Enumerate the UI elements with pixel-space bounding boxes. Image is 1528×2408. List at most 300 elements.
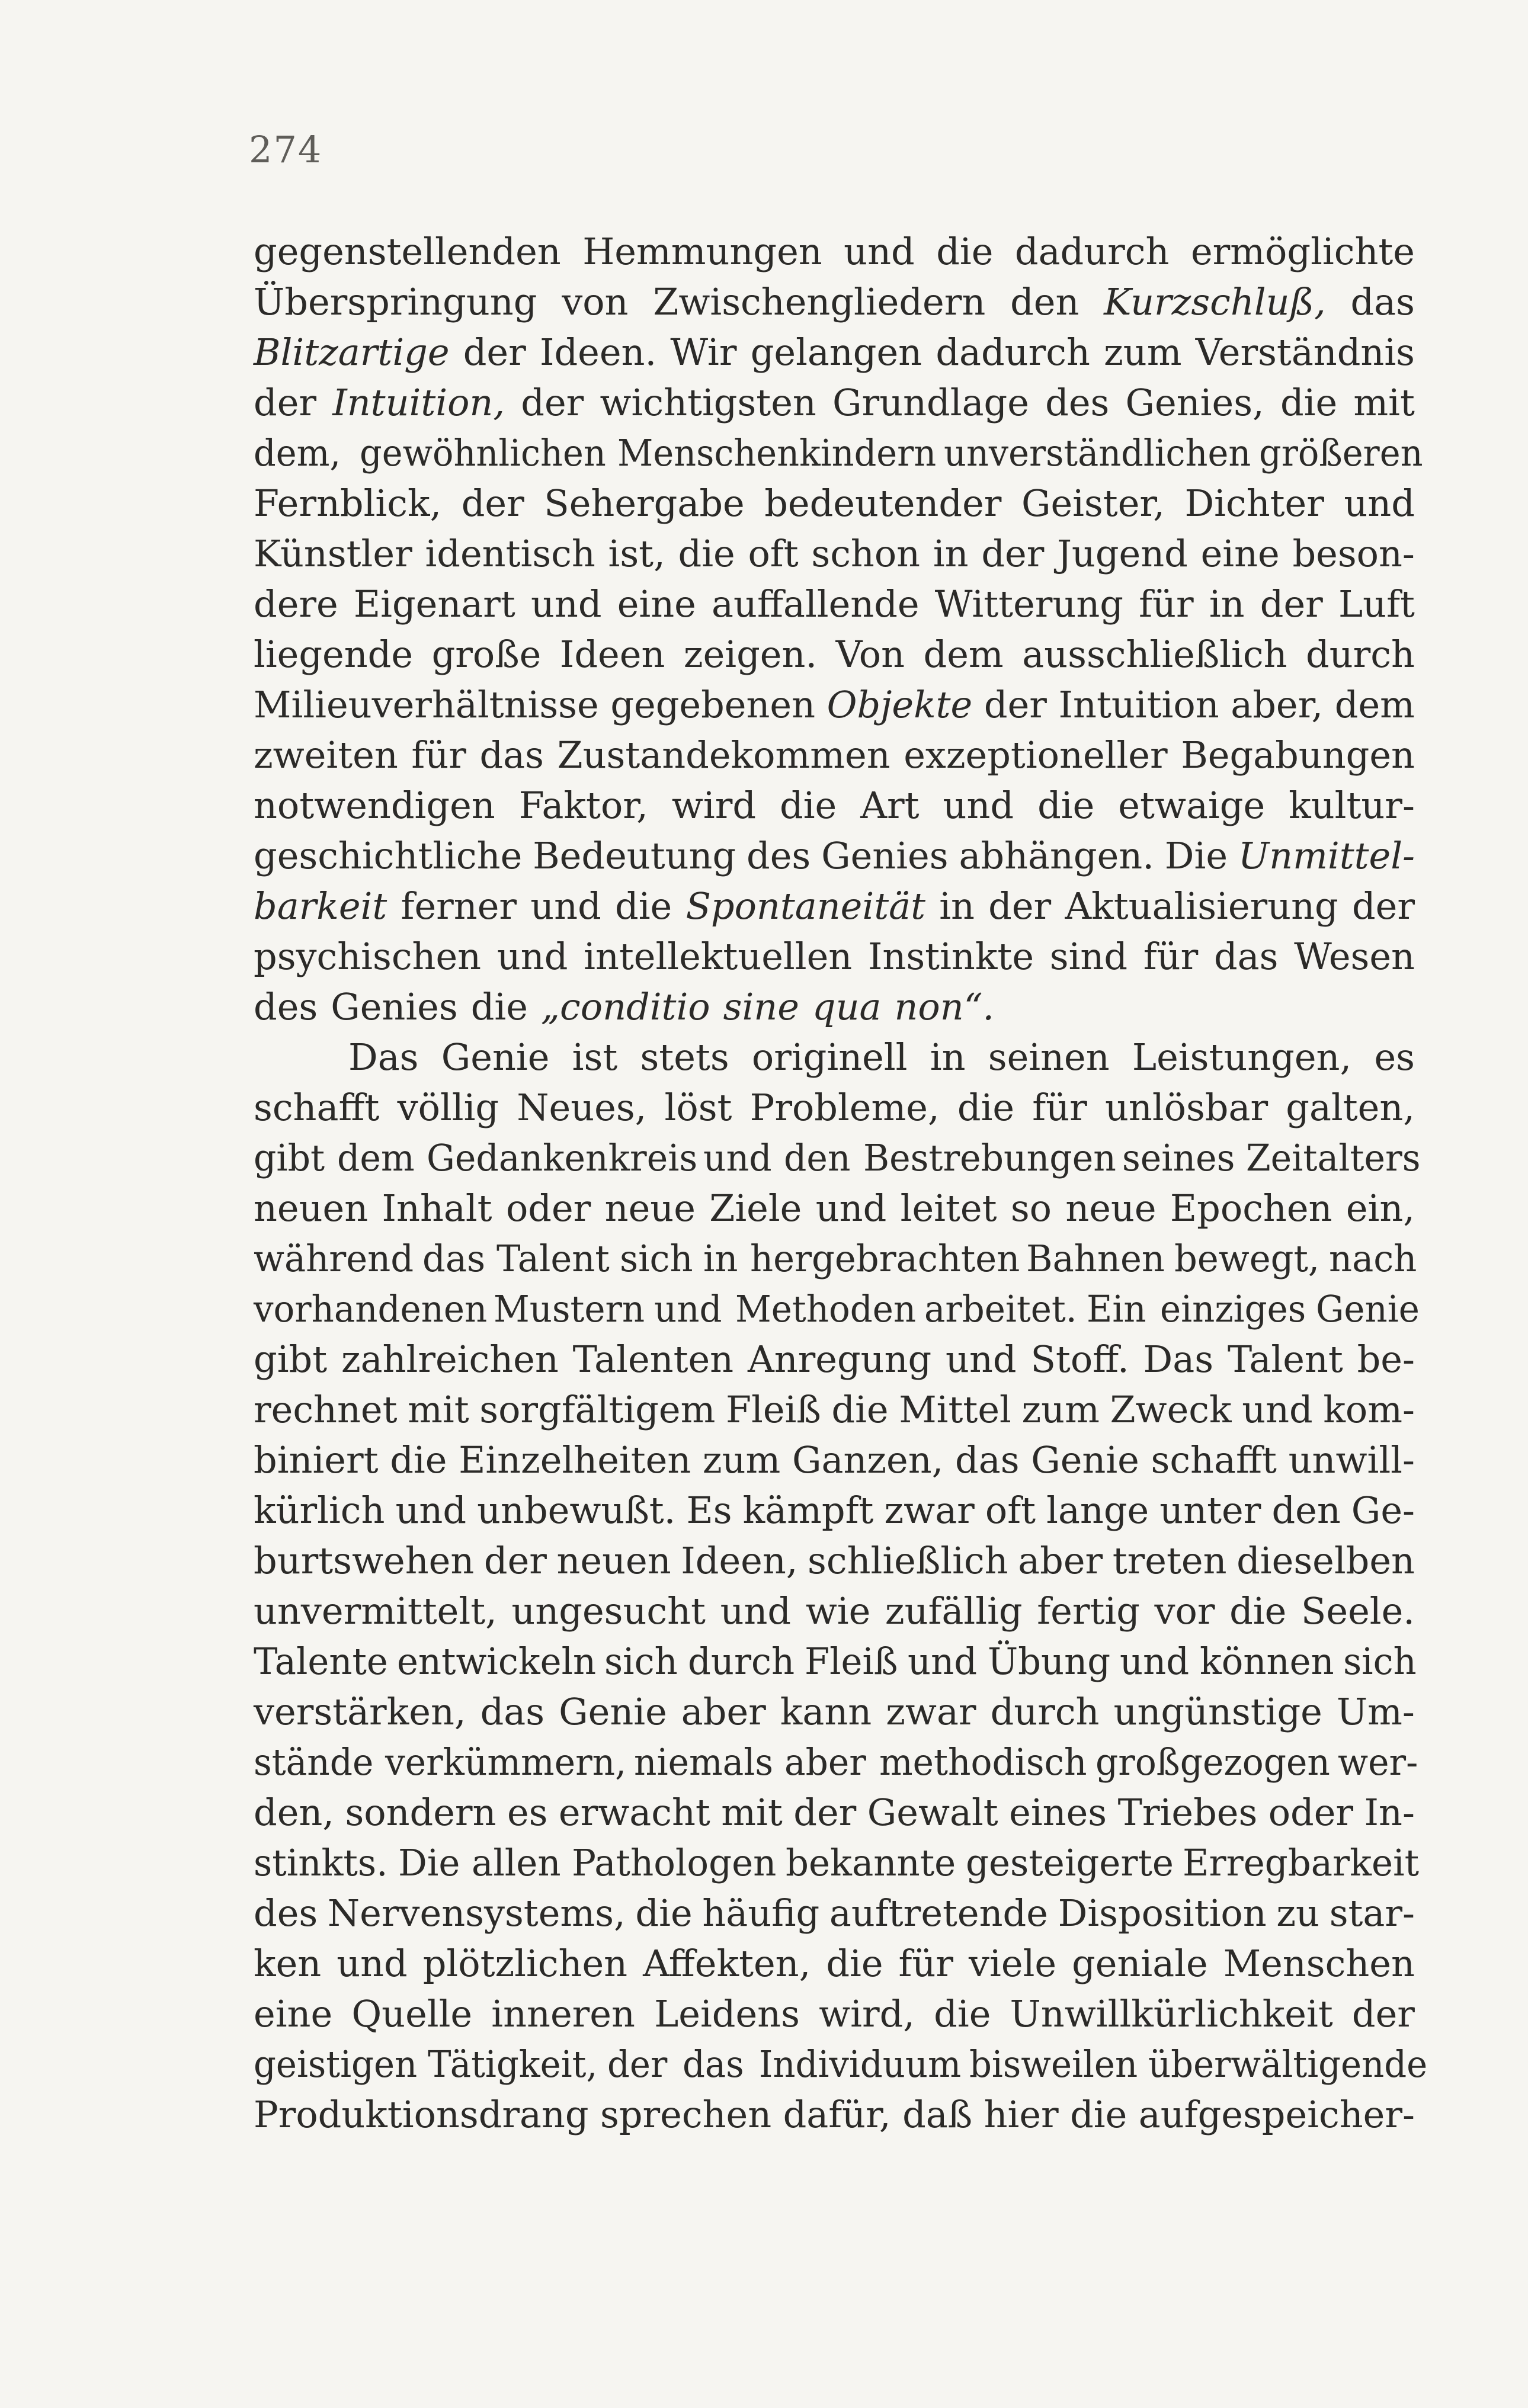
word: Blitzartige [254, 331, 450, 374]
word: oft [748, 532, 799, 575]
word: des [254, 1891, 318, 1935]
word: fertig [1037, 1589, 1140, 1633]
word: identisch [425, 532, 595, 575]
word: dem [923, 633, 1004, 676]
text-line [254, 730, 1415, 780]
word: Von [835, 633, 905, 676]
word: Künstler [254, 532, 412, 575]
word: exzeptioneller [904, 733, 1168, 777]
word: dem, [254, 431, 341, 474]
word: gibt [254, 1338, 328, 1381]
word: dadurch [1014, 230, 1170, 273]
word: der [607, 2043, 668, 2086]
text-line [254, 1636, 1415, 1686]
word: und [815, 1187, 887, 1230]
word: „conditio [540, 985, 710, 1028]
word: und [530, 582, 602, 626]
word: Ein [1087, 1287, 1146, 1330]
word: wichtigsten [600, 381, 816, 424]
word: unter [1159, 1489, 1261, 1532]
word: die [831, 1388, 889, 1431]
word: sine [723, 985, 799, 1028]
word: durch [687, 1640, 795, 1683]
word: treten [1112, 1539, 1227, 1582]
word: Fernblick, [254, 482, 442, 525]
word: methodisch [879, 1740, 1087, 1784]
word: auffallende [712, 582, 920, 626]
word: zufällig [885, 1589, 1023, 1633]
word: Luft [1338, 582, 1415, 626]
word: seines [1122, 1136, 1235, 1179]
text-line [254, 1435, 1415, 1485]
word: hier [984, 2093, 1059, 2136]
word: erwacht [558, 1791, 710, 1834]
word: Bedeutung [533, 834, 736, 877]
word: aber [784, 1740, 866, 1784]
word: der [1260, 582, 1323, 626]
word: Wesen [1294, 935, 1415, 978]
word: so [1010, 1187, 1052, 1230]
word: unverständlichen [944, 431, 1251, 474]
word: schafft [254, 1086, 380, 1129]
word: den [1271, 1489, 1341, 1532]
word: sich [1343, 1640, 1417, 1683]
text-line [254, 1233, 1415, 1284]
word: und [844, 230, 915, 273]
word: Überspringung [254, 280, 537, 323]
word: unbewußt. [477, 1489, 676, 1532]
word: Menschenkindern [617, 431, 937, 474]
word: Intuition [1058, 683, 1219, 726]
word: Talent [496, 1237, 610, 1280]
word: die [826, 1942, 883, 1985]
word: verstärken, [254, 1690, 466, 1733]
word: Objekte [827, 683, 973, 726]
word: aber [681, 1690, 766, 1733]
word: der [461, 482, 524, 525]
word: Talenten [572, 1338, 734, 1381]
word: und [907, 1640, 978, 1683]
word: der [988, 884, 1052, 928]
word: und [654, 1287, 722, 1330]
paragraph [254, 1032, 1427, 2140]
word: Ideen [559, 633, 665, 676]
word: geschichtliche [254, 834, 523, 877]
word: Genies, [1125, 381, 1264, 424]
word: Methoden [735, 1287, 916, 1330]
page-number: 274 [249, 128, 323, 171]
text-line [254, 1838, 1419, 1888]
text-line [254, 1535, 1415, 1586]
text-line [254, 1284, 1420, 1334]
word: Dichter [1184, 482, 1324, 525]
word: Eigenart [353, 582, 515, 626]
word: Übung [987, 1640, 1110, 1683]
word: Die [398, 1841, 460, 1884]
word: die [1229, 1589, 1287, 1633]
word: stets [640, 1035, 729, 1079]
text-line [254, 1183, 1415, 1233]
word: aufgespeicher- [1138, 2093, 1415, 2136]
word: kom- [1323, 1388, 1415, 1431]
word: Genie [1031, 1438, 1139, 1482]
word: Triebes [1117, 1791, 1258, 1834]
text-line [254, 1989, 1415, 2039]
word: ist [572, 1035, 618, 1079]
word: die [635, 1891, 693, 1935]
word: zahlreichen [341, 1338, 559, 1381]
word: zwar [884, 1489, 975, 1532]
word: kann [780, 1690, 872, 1733]
word: kämpft [742, 1489, 874, 1532]
word: qua [812, 985, 882, 1028]
word: den [784, 1136, 851, 1179]
word: Quelle [351, 1992, 473, 2035]
word: sind [1049, 935, 1128, 978]
word: Jugend [1057, 532, 1188, 575]
word: entwickeln [397, 1640, 597, 1683]
word: der [981, 532, 1045, 575]
word: die [470, 985, 528, 1028]
word: löst [664, 1086, 732, 1129]
word: Witterung [934, 582, 1123, 626]
word: großgezogen [1095, 1740, 1330, 1784]
word: Das [1143, 1338, 1214, 1381]
word: rechnet [254, 1388, 398, 1431]
word: mit [721, 1791, 783, 1834]
word: bekannte [786, 1841, 956, 1884]
word: überwältigende [1148, 2043, 1427, 2086]
word: Probleme, [749, 1086, 940, 1129]
word: ein, [1346, 1187, 1415, 1230]
word: gewöhnlichen [360, 431, 607, 474]
word: ungesucht [511, 1589, 706, 1633]
word: den [1010, 280, 1079, 323]
word: neue [604, 1187, 696, 1230]
word: Um- [1336, 1690, 1415, 1733]
word: unlösbar [1104, 1086, 1268, 1129]
text-line [254, 831, 1415, 881]
word: Mustern [493, 1287, 645, 1330]
word: und [530, 884, 601, 928]
word: sorgfältigem [479, 1388, 716, 1431]
word: zweiten [254, 733, 398, 777]
word: die [780, 784, 837, 827]
word: hergebrachten [749, 1237, 1020, 1280]
word: in [933, 532, 969, 575]
word: unvermittelt, [254, 1589, 497, 1633]
word: und [943, 784, 1014, 827]
word: durch [1306, 633, 1415, 676]
word: in [1209, 582, 1245, 626]
word: den, [254, 1791, 335, 1834]
word: das [479, 733, 544, 777]
text-line [254, 1334, 1415, 1384]
body-text [254, 226, 1427, 2140]
word: Milieuverhältnisse [254, 683, 599, 726]
word: der [1351, 1992, 1415, 2035]
word: Die [1164, 834, 1228, 877]
word: inneren [491, 1992, 635, 2035]
text-line [254, 931, 1415, 982]
text-line [254, 2039, 1427, 2089]
text-line [254, 579, 1415, 629]
word: neue [1065, 1187, 1157, 1230]
word: eine [1200, 532, 1280, 575]
word: die [678, 532, 735, 575]
word: etwaige [1118, 784, 1266, 827]
word: aber [1018, 1539, 1103, 1582]
text-line [254, 1737, 1418, 1787]
word: wird [671, 784, 757, 827]
word: der [521, 381, 584, 424]
word: die [1037, 784, 1095, 827]
word: Geister, [1021, 482, 1165, 525]
word: und [1119, 1640, 1189, 1683]
text-line [254, 1133, 1421, 1183]
word: des [1045, 381, 1110, 424]
word: schon [811, 532, 921, 575]
word: das [480, 1690, 545, 1733]
word: des [747, 834, 811, 877]
word: es [507, 1791, 548, 1834]
word: star- [1329, 1891, 1415, 1935]
text-line [254, 1082, 1415, 1133]
word: es [1374, 1035, 1415, 1079]
word: psychischen [254, 935, 482, 978]
word: eines [1009, 1791, 1107, 1834]
word: Menschen [1223, 1942, 1415, 1985]
word: und [395, 1489, 467, 1532]
word: die [936, 230, 994, 273]
word: unwill- [1288, 1438, 1415, 1482]
word: Produktionsdrang [254, 2093, 589, 2136]
word: dere [254, 582, 338, 626]
word: und [703, 1136, 772, 1179]
word: vorhandenen [254, 1287, 488, 1330]
text-line [254, 377, 1415, 428]
word: Seele. [1300, 1589, 1415, 1633]
paragraph [254, 226, 1423, 1032]
word: Aktualisierung [1065, 884, 1338, 928]
word: Zeitalters [1246, 1136, 1421, 1179]
text-line [254, 2089, 1415, 2140]
word: geistigen [254, 2043, 418, 2086]
word: sprechen [600, 2093, 772, 2136]
word: in [939, 884, 975, 928]
word: Epochen [1170, 1187, 1332, 1230]
word: Spontaneität [685, 884, 925, 928]
word: häufig [702, 1891, 820, 1935]
word: der [463, 331, 526, 374]
word: Fleiß [804, 1640, 898, 1683]
word: burtswehen [254, 1539, 475, 1582]
word: auftretende [829, 1891, 1048, 1935]
word: der [1351, 884, 1415, 928]
word: Gedankenkreis [426, 1136, 698, 1179]
word: niemals [633, 1740, 773, 1784]
word: für [1143, 935, 1199, 978]
word: intellektuellen [584, 935, 853, 978]
word: Art [860, 784, 920, 827]
word: verkümmern, [385, 1740, 627, 1784]
word: Hemmungen [582, 230, 822, 273]
word: Genie [559, 1690, 667, 1733]
word: mit [408, 1388, 469, 1431]
word: Faktor, [518, 784, 648, 827]
word: Zweck [1110, 1388, 1232, 1431]
word: Ganzen, [792, 1438, 944, 1482]
text-line [254, 277, 1415, 327]
word: gelangen [750, 331, 922, 374]
word: ungünstige [1113, 1690, 1322, 1733]
word: das [682, 2043, 744, 2086]
word: allen [471, 1841, 561, 1884]
word: Erregbarkeit [1182, 1841, 1419, 1884]
word: für [411, 733, 466, 777]
word: Anregung [747, 1338, 932, 1381]
word: Affekten, [643, 1942, 811, 1985]
word: viele [969, 1942, 1057, 1985]
word: plötzlichen [422, 1942, 628, 1985]
word: Disposition [1058, 1891, 1267, 1935]
word: aber, [1231, 683, 1324, 726]
word: oder [1268, 1791, 1354, 1834]
text-line [254, 679, 1415, 730]
word: größeren [1259, 431, 1423, 474]
word: Unmittel- [1238, 834, 1415, 877]
word: des [254, 985, 318, 1028]
text-line [254, 780, 1415, 831]
word: in [930, 1035, 966, 1079]
word: leitet [900, 1187, 997, 1230]
word: ermöglichte [1190, 230, 1415, 273]
word: wird, [819, 1992, 915, 2035]
word: vor [1154, 1589, 1215, 1633]
word: eine [617, 582, 696, 626]
word: die [615, 884, 672, 928]
text-line [254, 528, 1415, 579]
text-line [254, 1787, 1415, 1838]
word: und [720, 1589, 792, 1633]
word: die [1280, 381, 1338, 424]
text-line [254, 1032, 1415, 1082]
word: Genie [1315, 1287, 1420, 1330]
text-line [254, 1384, 1415, 1435]
word: In- [1364, 1791, 1415, 1834]
word: dem [1334, 683, 1415, 726]
word: Stoff. [1030, 1338, 1129, 1381]
word: zeigen. [683, 633, 818, 676]
word: Talente [254, 1640, 388, 1683]
word: Genies [821, 834, 949, 877]
word: Mittel [899, 1388, 1011, 1431]
word: Es [686, 1489, 732, 1532]
word: sich [619, 1237, 693, 1280]
word: Inhalt [382, 1187, 492, 1230]
word: sich [604, 1640, 678, 1683]
word: große [431, 633, 542, 676]
word: gegebenen [610, 683, 816, 726]
word: das [1350, 280, 1415, 323]
word: notwendigen [254, 784, 495, 827]
word: das [955, 1438, 1020, 1482]
word: Pathologen [572, 1841, 777, 1884]
word: die [390, 1438, 447, 1482]
word: völlig [397, 1086, 499, 1129]
word: Genie [441, 1035, 550, 1079]
word: und [946, 1338, 1017, 1381]
word: in [703, 1237, 738, 1280]
word: Ideen. [539, 331, 657, 374]
word: neuen [254, 1187, 369, 1230]
word: von [562, 280, 629, 323]
word: oder [505, 1187, 591, 1230]
text-line [254, 1686, 1415, 1737]
word: dafür, [783, 2093, 891, 2136]
word: nach [1328, 1237, 1417, 1280]
word: Leistungen, [1132, 1035, 1352, 1079]
word: dadurch [936, 331, 1090, 374]
word: Wir [670, 331, 737, 374]
word: Fleiß [726, 1388, 821, 1431]
word: zwar [886, 1690, 976, 1733]
word: barkeit [254, 884, 387, 928]
word: Bahnen [1026, 1237, 1165, 1280]
word: durch [990, 1690, 1100, 1733]
word: galten, [1286, 1086, 1415, 1129]
word: Neues, [517, 1086, 647, 1129]
word: Ziele [709, 1187, 802, 1230]
word: Das [348, 1035, 419, 1079]
word: Verständnis [1195, 331, 1415, 374]
word: Zwischengliedern [653, 280, 986, 323]
word: Instinkte [867, 935, 1034, 978]
text-line [254, 982, 1415, 1032]
word: arbeitet. [924, 1287, 1077, 1330]
word: bewegt, [1174, 1237, 1320, 1280]
word: Leidens [654, 1992, 800, 2035]
word: Tätigkeit, [427, 2043, 598, 2086]
word: zum [1021, 1388, 1100, 1431]
word: das [1213, 935, 1279, 978]
word: Ideen, [681, 1539, 798, 1582]
word: wer- [1337, 1740, 1418, 1784]
word: gibt [254, 1136, 325, 1179]
word: neuen [556, 1539, 671, 1582]
word: abhängen. [959, 834, 1154, 877]
word: Begabungen [1181, 733, 1415, 777]
text-line [254, 327, 1415, 377]
word: Genies [331, 985, 458, 1028]
text-line [254, 1888, 1415, 1938]
word: ken [254, 1942, 322, 1985]
word: Grundlage [832, 381, 1029, 424]
text-line [254, 881, 1415, 931]
word: zum [702, 1438, 781, 1482]
word: gesteigerte [965, 1841, 1174, 1884]
text-line [254, 1485, 1415, 1535]
word: Unwillkürlichkeit [1010, 1992, 1333, 2035]
word: und [1242, 1388, 1313, 1431]
word: ist, [608, 532, 665, 575]
word: geniale [1072, 1942, 1208, 1985]
word: schafft [1151, 1438, 1277, 1482]
word: zum [1104, 331, 1182, 374]
word: der [793, 1791, 857, 1834]
word: stände [254, 1740, 374, 1784]
word: gegenstellenden [254, 230, 561, 273]
